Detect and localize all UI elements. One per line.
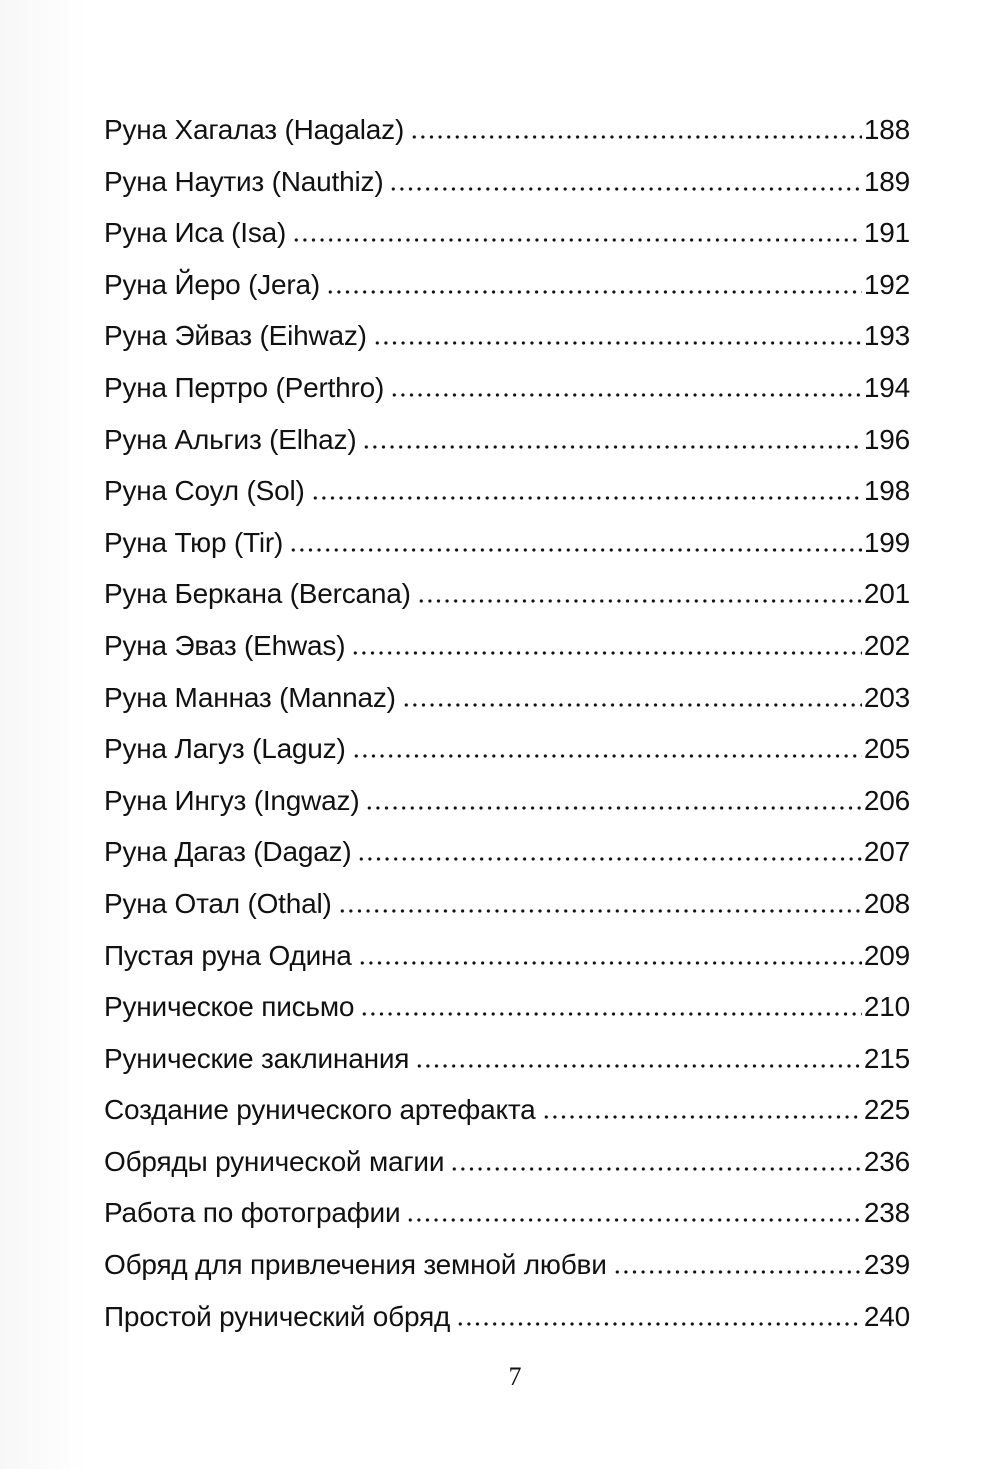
toc-entry-page: 207 (863, 836, 910, 868)
dot-leader (406, 1218, 861, 1222)
dot-leader (360, 1012, 862, 1016)
toc-entry (104, 878, 910, 930)
toc-entry-page: 189 (863, 165, 910, 197)
dot-leader (417, 599, 862, 603)
dot-leader (351, 651, 862, 655)
toc-entry-title: Руна Беркана (Bercana) (104, 578, 411, 610)
toc-entry-title: Руна Иса (Isa) (104, 217, 287, 249)
toc-entry-title: Руна Хагалаз (Hagalaz) (104, 114, 405, 145)
toc-entry-page: 191 (863, 217, 910, 249)
toc-entry (104, 1239, 910, 1291)
toc-entry-title: Рунические заклинания (104, 1042, 410, 1074)
toc-entry-page: 201 (863, 578, 910, 610)
toc-entry (104, 207, 910, 259)
toc-entry-title: Руна Лагуз (Laguz) (104, 733, 346, 765)
toc-entry-title: Создание рунического артефакта (104, 1094, 536, 1126)
toc-entry-page: 205 (863, 733, 910, 765)
toc-entry-title: Руна Дагаз (Dagaz) (104, 836, 352, 868)
dot-leader (362, 445, 861, 449)
toc-entry (104, 259, 910, 311)
toc-entry (104, 104, 910, 156)
dot-leader (289, 548, 862, 552)
page-number: 7 (508, 1362, 522, 1391)
toc-entry-page: 208 (863, 887, 910, 919)
toc-entry-title: Пустая руна Одина (104, 939, 352, 971)
dot-leader (389, 187, 861, 191)
table-of-contents (104, 104, 910, 1342)
toc-entry-page: 238 (863, 1197, 910, 1229)
toc-entry-page: 215 (863, 1042, 910, 1074)
toc-entry-page: 198 (863, 475, 910, 507)
toc-entry (104, 1187, 910, 1239)
toc-entry (104, 1136, 910, 1188)
toc-entry (104, 620, 910, 672)
dot-leader (456, 1322, 862, 1326)
dot-leader (373, 341, 862, 345)
toc-entry (104, 362, 910, 414)
toc-entry (104, 826, 910, 878)
toc-entry-title: Руна Наутиз (Nauthiz) (104, 165, 384, 197)
toc-entry-title: Руна Соул (Sol) (104, 475, 305, 507)
toc-entry-title: Руна Эйваз (Eihwaz) (104, 320, 367, 352)
toc-entry-title: Обряды рунической магии (104, 1145, 445, 1177)
toc-entry-title: Простой рунический обряд (104, 1300, 451, 1332)
toc-entry (104, 1291, 910, 1343)
toc-entry (104, 775, 910, 827)
dot-leader (357, 857, 861, 861)
dot-leader (542, 1115, 862, 1119)
toc-entry-page: 225 (863, 1094, 910, 1126)
toc-entry-page: 209 (863, 939, 910, 971)
dot-leader (311, 496, 862, 500)
toc-entry-page: 240 (863, 1300, 910, 1332)
toc-entry (104, 1084, 910, 1136)
toc-entry (104, 1033, 910, 1085)
dot-leader (410, 135, 862, 139)
toc-entry-title: Руна Манназ (Mannaz) (104, 681, 396, 713)
dot-leader (326, 290, 862, 294)
toc-entry-title: Работа по фотографии (104, 1197, 401, 1229)
toc-entry-page: 210 (863, 991, 910, 1023)
toc-entry-title: Руна Пертро (Perthro) (104, 371, 385, 403)
dot-leader (352, 754, 862, 758)
toc-entry-page: 192 (863, 268, 910, 300)
dot-leader (390, 393, 862, 397)
dot-leader (402, 703, 862, 707)
toc-entry-page: 199 (863, 526, 910, 558)
toc-entry-page: 194 (863, 371, 910, 403)
dot-leader (450, 1167, 862, 1171)
toc-entry-page: 196 (863, 423, 910, 455)
toc-entry-title: Обряд для привлечения земной любви (104, 1249, 607, 1281)
toc-entry-title: Руна Отал (Othal) (104, 887, 332, 919)
toc-entry (104, 517, 910, 569)
dot-leader (358, 961, 862, 965)
toc-entry-title: Руна Эваз (Ehwas) (104, 629, 346, 661)
toc-entry-page: 206 (863, 784, 910, 816)
dot-leader (365, 806, 861, 810)
toc-entry-page: 193 (863, 320, 910, 352)
toc-entry-title: Руна Йеро (Jera) (104, 268, 321, 300)
toc-entry-page: 188 (863, 114, 910, 145)
toc-entry (104, 981, 910, 1033)
toc-entry (104, 930, 910, 982)
toc-entry (104, 465, 910, 517)
toc-entry-title: Руна Ингуз (Ingwaz) (104, 784, 360, 816)
toc-entry-page: 203 (863, 681, 910, 713)
toc-entry (104, 414, 910, 466)
toc-entry-page: 202 (863, 629, 910, 661)
dot-leader (613, 1270, 862, 1274)
toc-entry (104, 672, 910, 724)
toc-entry-page: 236 (863, 1145, 910, 1177)
page-edge-shade (0, 0, 88, 1469)
dot-leader (338, 909, 862, 913)
dot-leader (292, 238, 862, 242)
toc-entry-page: 239 (863, 1249, 910, 1281)
toc-entry (104, 310, 910, 362)
dot-leader (415, 1064, 862, 1068)
toc-entry-title: Руна Тюр (Tir) (104, 526, 284, 558)
toc-entry (104, 568, 910, 620)
toc-entry (104, 156, 910, 208)
toc-entry-title: Руна Альгиз (Elhaz) (104, 423, 357, 455)
toc-entry-title: Руническое письмо (104, 991, 355, 1023)
toc-entry (104, 723, 910, 775)
